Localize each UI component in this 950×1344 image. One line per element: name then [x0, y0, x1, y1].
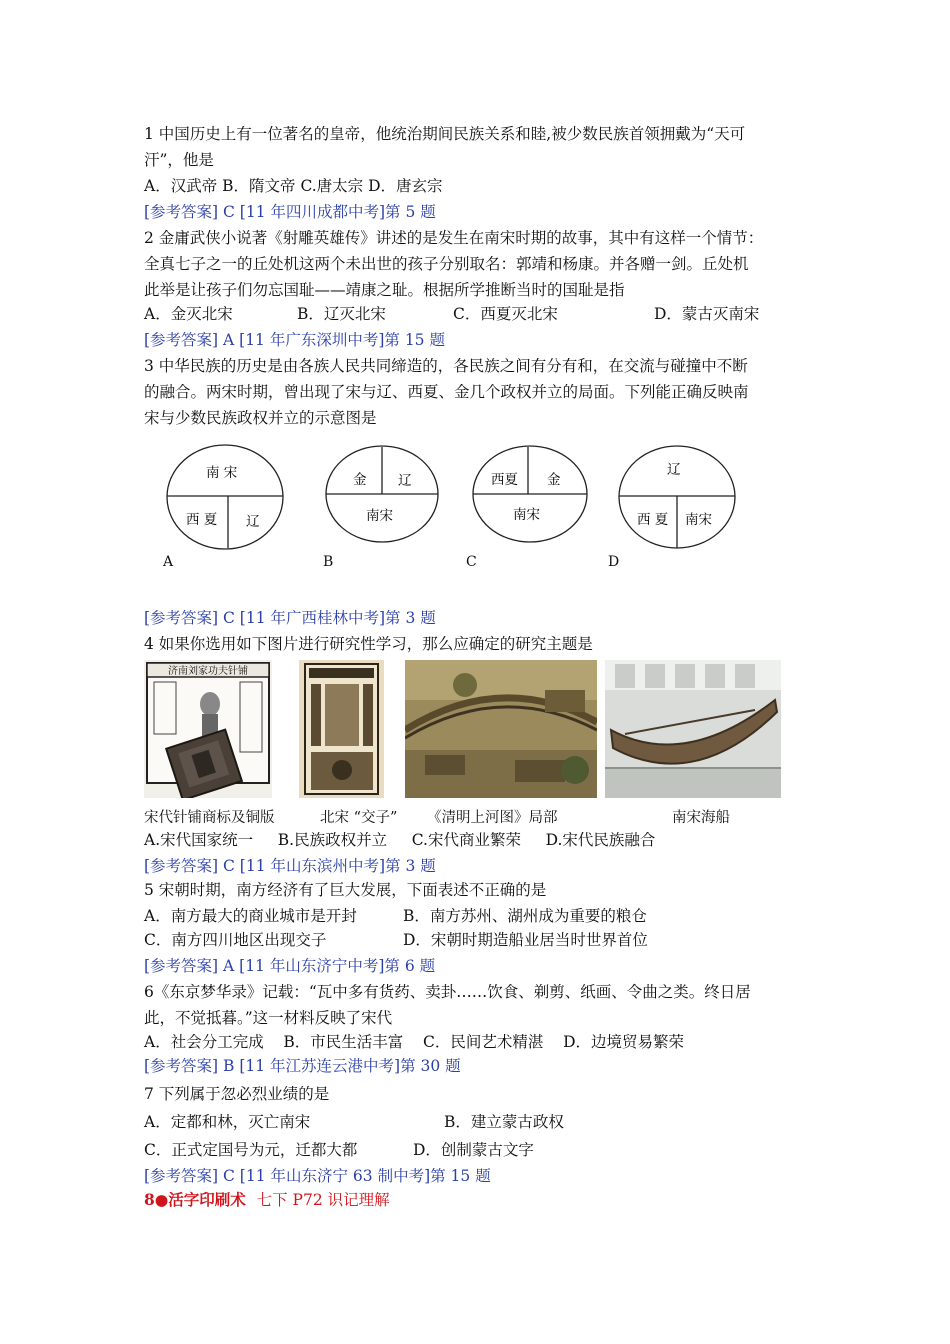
diagram-b-letter: B — [323, 554, 334, 570]
diagram-b-tr: 辽 — [398, 473, 412, 489]
q3-stem-3: 宋与少数民族政权并立的示意图是 — [144, 409, 377, 427]
q1-stem-2: 汗”，他是 — [144, 151, 214, 169]
song-seagoing-ship-image — [605, 660, 781, 798]
q6-options: A．社会分工完成 B．市民生活丰富 C．民间艺术精湛 D．边境贸易繁荣 — [144, 1033, 684, 1051]
diagram-a-top: 南 宋 — [206, 465, 238, 481]
diagram-c-tr: 金 — [547, 472, 561, 488]
q3-stem-2: 的融合。两宋时期，曾出现了宋与辽、西夏、金几个政权并立的局面。下列能正确反映南 — [144, 383, 749, 401]
q7-option-b: B．建立蒙古政权 — [444, 1113, 564, 1131]
q2-option-a: A．金灭北宋 — [144, 305, 233, 323]
q4-answer: [参考答案] C [11 年山东滨州中考]第 3 题 — [144, 857, 436, 875]
q6-answer: [参考答案] B [11 年江苏连云港中考]第 30 题 — [144, 1057, 461, 1075]
diagram-b-tl: 金 — [353, 472, 367, 488]
q7-stem: 7 下列属于忽必烈业绩的是 — [144, 1085, 330, 1103]
diagram-a-svg — [166, 444, 284, 550]
diagram-d-top: 辽 — [667, 462, 681, 478]
q7-answer: [参考答案] C [11 年山东济宁 63 制中考]第 15 题 — [144, 1167, 491, 1185]
diagram-a-letter: A — [163, 554, 174, 570]
q5-option-a: A．南方最大的商业城市是开封 — [144, 907, 357, 925]
diagram-c-letter: C — [466, 554, 477, 570]
diagram-d-letter: D — [608, 554, 620, 570]
q4-options: A.宋代国家统一 B.民族政权并立 C.宋代商业繁荣 D.宋代民族融合 — [144, 831, 656, 849]
diagram-c-bottom: 南宋 — [513, 507, 540, 523]
q4-stem: 4 如果你选用如下图片进行研究性学习，那么应确定的研究主题是 — [144, 635, 593, 653]
q3-answer: [参考答案] C [11 年广西桂林中考]第 3 题 — [144, 609, 436, 627]
sign-text: 济南刘家功夫针铺 — [168, 666, 248, 677]
image-caption-1: 宋代针铺商标及铜版 — [144, 810, 275, 826]
q5-option-d: D．宋朝时期造船业居当时世界首位 — [403, 931, 648, 949]
image-caption-2: 北宋 “交子” — [320, 810, 398, 826]
q6-stem-1: 6《东京梦华录》记载：“瓦中多有货药、卖卦……饮食、剃剪、纸画、令曲之类。终日居 — [144, 983, 751, 1001]
q1-stem-1: 1 中国历史上有一位著名的皇帝，他统治期间民族关系和睦,被少数民族首领拥戴为“天可 — [144, 125, 746, 143]
diagram-c-tl: 西夏 — [491, 472, 518, 488]
diagram-d-br: 南宋 — [685, 512, 712, 528]
q2-answer: [参考答案] A [11 年广东深圳中考]第 15 题 — [144, 331, 445, 349]
qingming-painting-image — [405, 660, 597, 798]
q8-note: 七下 P72 识记理解 — [256, 1191, 390, 1209]
q7-option-c: C．正式定国号为元，迁都大都 — [144, 1141, 358, 1159]
diagram-c — [471, 444, 589, 548]
image-caption-4: 南宋海船 — [672, 810, 730, 826]
diagram-d-bl: 西 夏 — [637, 512, 669, 528]
q6-stem-2: 此，不觉抵暮。”这一材料反映了宋代 — [144, 1009, 393, 1027]
diagram-c-svg — [471, 444, 589, 544]
diagram-b-bottom: 南宋 — [366, 508, 393, 524]
q2-stem-3: 此举是让孩子们勿忘国耻——靖康之耻。根据所学推断当时的国耻是指 — [144, 281, 625, 299]
q8-title: 8●活字印刷术 — [144, 1190, 246, 1209]
diagram-a-bl: 西 夏 — [186, 512, 218, 528]
q2-option-d: D．蒙古灭南宋 — [654, 305, 760, 323]
q7-option-d: D．创制蒙古文字 — [413, 1141, 534, 1159]
diagram-a — [166, 444, 284, 554]
q5-answer: [参考答案] A [11 年山东济宁中考]第 6 题 — [144, 957, 436, 975]
jiaozi-banknote-image — [299, 660, 384, 798]
q1-options: A．汉武帝 B．隋文帝 C.唐太宗 D．唐玄宗 — [144, 177, 443, 195]
q5-option-c: C．南方四川地区出现交子 — [144, 931, 327, 949]
needle-shop-trademark-image — [144, 660, 272, 798]
q7-option-a: A．定都和林，灭亡南宋 — [144, 1113, 311, 1131]
diagram-b — [325, 444, 439, 548]
q5-stem: 5 宋朝时期，南方经济有了巨大发展，下面表述不正确的是 — [144, 881, 547, 899]
diagram-b-svg — [325, 444, 439, 544]
q8-heading — [144, 1190, 390, 1210]
q2-stem-1: 2 金庸武侠小说著《射雕英雄传》讲述的是发生在南宋时期的故事，其中有这样一个情节： — [144, 229, 764, 247]
q3-stem-1: 3 中华民族的历史是由各族人民共同缔造的，各民族之间有分有和，在交流与碰撞中不断 — [144, 357, 748, 375]
diagram-d — [617, 444, 737, 554]
q2-option-c: C．西夏灭北宋 — [453, 305, 558, 323]
image-caption-3: 《清明上河图》局部 — [427, 810, 558, 826]
diagram-a-br: 辽 — [246, 514, 260, 530]
diagram-d-svg — [617, 444, 737, 550]
q2-stem-2: 全真七子之一的丘处机这两个未出世的孩子分别取名：郭靖和杨康。并各赠一剑。丘处机 — [144, 255, 749, 273]
q5-option-b: B．南方苏州、湖州成为重要的粮仓 — [403, 907, 647, 925]
q1-answer: [参考答案] C [11 年四川成都中考]第 5 题 — [144, 203, 436, 221]
q2-option-b: B．辽灭北宋 — [297, 305, 386, 323]
